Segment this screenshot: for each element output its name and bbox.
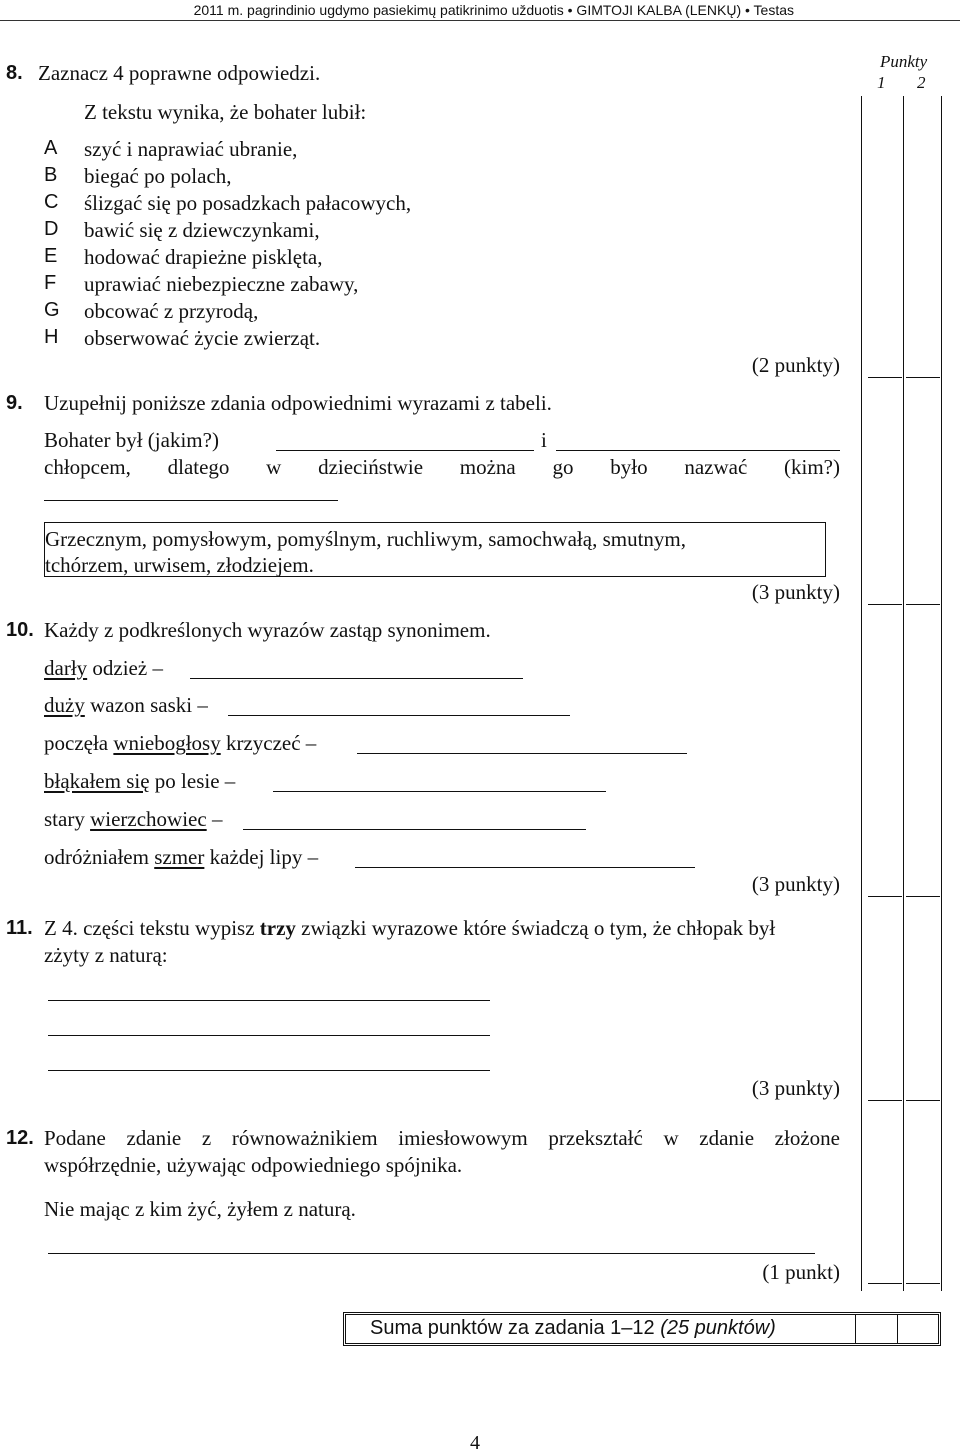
word: złożone (774, 1126, 840, 1150)
question-11-points: (3 punkty) (751, 1076, 840, 1100)
answer-line[interactable] (556, 450, 840, 451)
underlined-word: duży (44, 693, 85, 717)
synonym-item (44, 693, 208, 718)
word: było (610, 455, 648, 479)
item-prefix: stary (44, 807, 91, 831)
question-11-text-line2: zżyty z naturą: (44, 943, 168, 967)
option-letter[interactable]: E (44, 245, 58, 267)
summary-label (370, 1317, 776, 1340)
answer-line[interactable] (357, 753, 687, 754)
summary-total: (25 punktów) (660, 1317, 776, 1339)
word-bank-text: Grzecznym, pomysłowym, pomyślnym, ruchliwym, samochwałą, smutnym, tchórzem, urwisem, złodziejem. (45, 527, 686, 577)
question-8-number: 8. (6, 62, 23, 84)
question-8-lead: Z tekstu wynika, że bohater lubił: (84, 100, 367, 124)
answer-line[interactable] (48, 1070, 490, 1071)
text-part: związki wyrazowe które świadczą o tym, że chłopak był (295, 916, 776, 940)
question-12-number: 12. (6, 1127, 34, 1149)
answer-line[interactable] (44, 500, 338, 501)
item-suffix: odzież – (87, 656, 163, 680)
question-9-line1a: Bohater był (jakim?) (44, 428, 219, 452)
points-column-line (861, 96, 862, 1291)
answer-line[interactable] (273, 791, 606, 792)
word: przekształć (548, 1126, 643, 1150)
word: go (552, 455, 574, 479)
word: zdanie (126, 1126, 182, 1150)
question-12-points: (1 punkt) (762, 1260, 840, 1284)
summary-cell-divider (897, 1315, 898, 1343)
score-box-2[interactable] (906, 896, 940, 897)
option-text[interactable]: bawić się z dziewczynkami, (84, 218, 320, 242)
item-prefix: odróżniałem (44, 845, 155, 869)
question-11-number: 11. (6, 917, 33, 939)
word: z (201, 1126, 212, 1150)
question-9-points: (3 punkty) (751, 580, 840, 604)
word: imiesłowowym (398, 1126, 528, 1150)
score-box-1[interactable] (868, 377, 902, 378)
synonym-item (44, 731, 316, 756)
text-bold: trzy (259, 916, 296, 940)
question-10-points: (3 punkty) (751, 872, 840, 896)
item-prefix: poczęła (44, 731, 114, 755)
answer-line[interactable] (243, 829, 586, 830)
points-column-line (903, 96, 904, 1291)
score-box-1[interactable] (868, 896, 902, 897)
summary-cell-divider (855, 1315, 856, 1343)
option-text[interactable]: biegać po polach, (84, 164, 232, 188)
header-text: 2011 m. pagrindinio ugdymo pasiekimų patikrinimo užduotis • GIMTOJI KALBA (LENKŲ) • Testas (193, 2, 794, 18)
word: równoważnikiem (231, 1126, 378, 1150)
answer-line[interactable] (228, 715, 570, 716)
option-text[interactable]: obcować z przyrodą, (84, 299, 259, 323)
option-letter[interactable]: A (44, 137, 58, 159)
synonym-item (44, 769, 235, 794)
question-9-instruction: Uzupełnij poniższe zdania odpowiednimi wyrazami z tabeli. (44, 391, 552, 415)
word: nazwać (684, 455, 748, 479)
answer-line[interactable] (48, 1253, 815, 1254)
underlined-word: darły (44, 656, 88, 680)
points-col2-label: 2 (917, 73, 926, 92)
option-text[interactable]: obserwować życie zwierząt. (84, 326, 321, 350)
item-suffix: po lesie – (149, 769, 236, 793)
points-label: Punkty (880, 52, 928, 71)
question-11-text (44, 916, 775, 941)
word: (kim?) (784, 455, 840, 479)
option-letter[interactable]: G (44, 299, 60, 321)
item-suffix: wazon saski – (84, 693, 208, 717)
answer-line[interactable] (190, 678, 523, 679)
text-part: Z 4. części tekstu wypisz (44, 916, 260, 940)
word: chłopcem, (44, 455, 131, 479)
underlined-word: wierzchowiec (90, 807, 207, 831)
word-bank-box (44, 522, 826, 577)
word: w (663, 1126, 679, 1150)
option-letter[interactable]: B (44, 164, 58, 186)
score-box-1[interactable] (868, 604, 902, 605)
option-letter[interactable]: D (44, 218, 59, 240)
score-box-2[interactable] (906, 1100, 940, 1101)
word: można (459, 455, 516, 479)
page-header (0, 0, 960, 22)
question-10-instruction: Każdy z podkreślonych wyrazów zastąp synonimem. (44, 618, 491, 642)
synonym-item (44, 845, 318, 870)
item-suffix: – (206, 807, 223, 831)
question-8-instruction: Zaznacz 4 poprawne odpowiedzi. (38, 61, 321, 85)
question-12-line1 (44, 1126, 840, 1151)
answer-line[interactable] (355, 867, 695, 868)
question-8-points: (2 punkty) (751, 353, 840, 377)
score-box-1[interactable] (868, 1100, 902, 1101)
points-col1-label: 1 (877, 73, 886, 92)
score-box-2[interactable] (906, 1283, 940, 1284)
option-letter[interactable]: F (44, 272, 57, 294)
answer-line[interactable] (48, 1000, 490, 1001)
answer-line[interactable] (48, 1035, 490, 1036)
page-number: 4 (470, 1432, 480, 1454)
word: Podane (44, 1126, 106, 1150)
word: dzieciństwie (318, 455, 424, 479)
option-letter[interactable]: H (44, 326, 59, 348)
question-9-line1b: i (541, 428, 547, 452)
answer-line[interactable] (276, 450, 534, 451)
summary-text: Suma punktów za zadania 1–12 (370, 1317, 661, 1339)
synonym-item (44, 656, 163, 681)
score-box-1[interactable] (868, 1283, 902, 1284)
synonym-item (44, 807, 222, 832)
underlined-word: szmer (154, 845, 205, 869)
word: w (266, 455, 282, 479)
points-summary-box (343, 1312, 941, 1346)
question-9-line2 (44, 455, 840, 480)
option-text[interactable]: ślizgać się po posadzkach pałacowych, (84, 191, 412, 215)
word: dlatego (167, 455, 230, 479)
item-suffix: każdej lipy – (204, 845, 319, 869)
header-rule (0, 20, 960, 21)
question-9-number: 9. (6, 392, 23, 414)
item-suffix: krzyczeć – (220, 731, 317, 755)
option-text[interactable]: hodować drapieżne pisklęta, (84, 245, 323, 269)
question-12-line2: współrzędnie, używając odpowiedniego spójnika. (44, 1153, 463, 1177)
option-text[interactable]: szyć i naprawiać ubranie, (84, 137, 298, 161)
underlined-word: błąkałem się (44, 769, 150, 793)
score-box-2[interactable] (906, 377, 940, 378)
word: zdanie (699, 1126, 755, 1150)
underlined-word: wniebogłosy (113, 731, 221, 755)
option-letter[interactable]: C (44, 191, 59, 213)
question-12-sentence: Nie mając z kim żyć, żyłem z naturą. (44, 1197, 356, 1221)
points-column-line (941, 96, 942, 1291)
question-10-number: 10. (6, 619, 34, 641)
score-box-2[interactable] (906, 604, 940, 605)
option-text[interactable]: uprawiać niebezpieczne zabawy, (84, 272, 359, 296)
